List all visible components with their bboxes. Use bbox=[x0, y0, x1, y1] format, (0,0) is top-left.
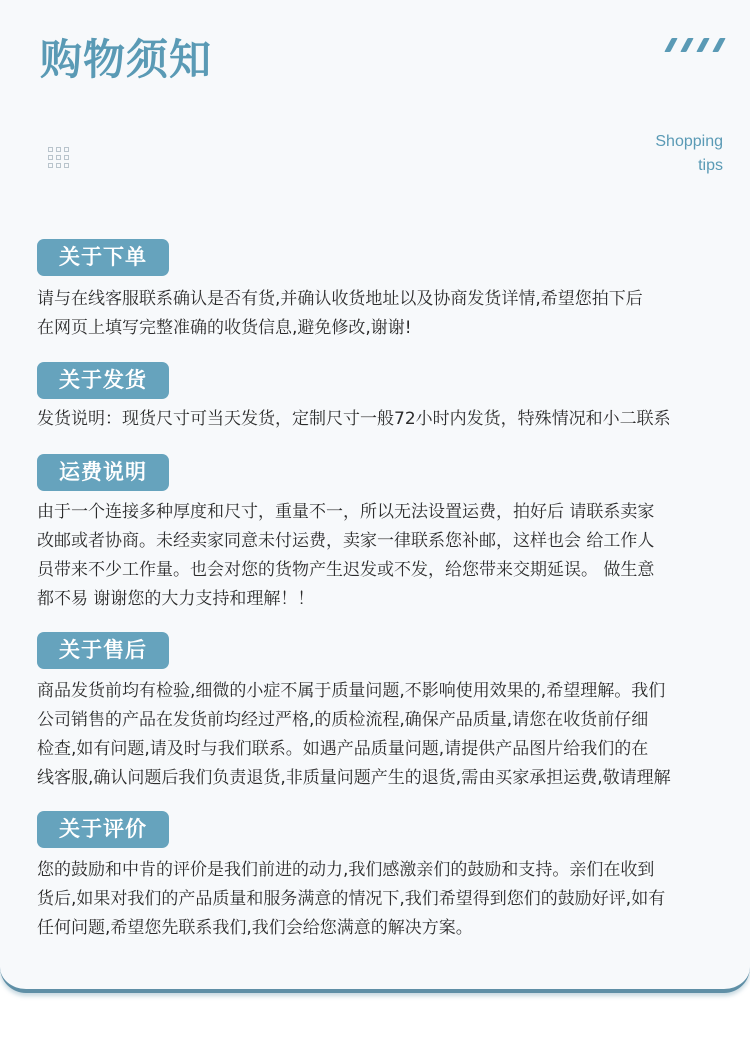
section-heading-shipping: 关于发货 bbox=[37, 362, 169, 399]
section-text-freight: 由于一个连接多种厚度和尺寸，重量不一，所以无法设置运费，拍好后 请联系卖家 改邮或者协商。未经卖家同意未付运费，卖家一律联系您补邮，这样也会 给工作人 员带来不少工作量。也会对您的货物产生迟发或不发，给您带来交期延误。 做生意 都不易 谢谢您的大力支持和理解！！ bbox=[37, 502, 655, 609]
section-heading-order: 关于下单 bbox=[37, 239, 169, 276]
slash-stripes-icon bbox=[664, 38, 728, 54]
section-text-shipping: 发货说明：现货尺寸可当天发货，定制尺寸一般72小时内发货，特殊情况和小二联系 bbox=[37, 409, 671, 429]
section-heading-reviews: 关于评价 bbox=[37, 811, 169, 848]
tips-line-1: Shopping bbox=[655, 133, 723, 150]
section-text-after-sales: 商品发货前均有检验,细微的小症不属于质量问题,不影响使用效果的,希望理解。我们 公司销售的产品在发货前均经过严格,的质检流程,确保产品质量,请您在收货前仔细 检查,如有问题,请及时与我们联系。如遇产品质量问题,请提供产品图片给我们的在 线客服,确认问题后我们负责退货,非质量问题产生的退货,需由买家承担运费,敬请理解 bbox=[37, 681, 671, 788]
section-heading-freight: 运费说明 bbox=[37, 454, 169, 491]
shopping-tips-label bbox=[655, 130, 723, 178]
section-heading-after-sales: 关于售后 bbox=[37, 632, 169, 669]
section-text-order: 请与在线客服联系确认是否有货,并确认收货地址以及协商发货详情,希望您拍下后 在网页上填写完整准确的收货信息,避免修改,谢谢! bbox=[37, 289, 643, 338]
section-text-reviews: 您的鼓励和中肯的评价是我们前进的动力,我们感激亲们的鼓励和支持。亲们在收到 货后,如果对我们的产品质量和服务满意的情况下,我们希望得到您们的鼓励好评,如有 任何问题,希望您先联系我们,我们会给您满意的解决方案。 bbox=[37, 860, 666, 938]
page-title: 购物须知 bbox=[40, 35, 213, 84]
grid-dots-icon bbox=[48, 147, 70, 169]
tips-line-2: tips bbox=[698, 157, 723, 174]
